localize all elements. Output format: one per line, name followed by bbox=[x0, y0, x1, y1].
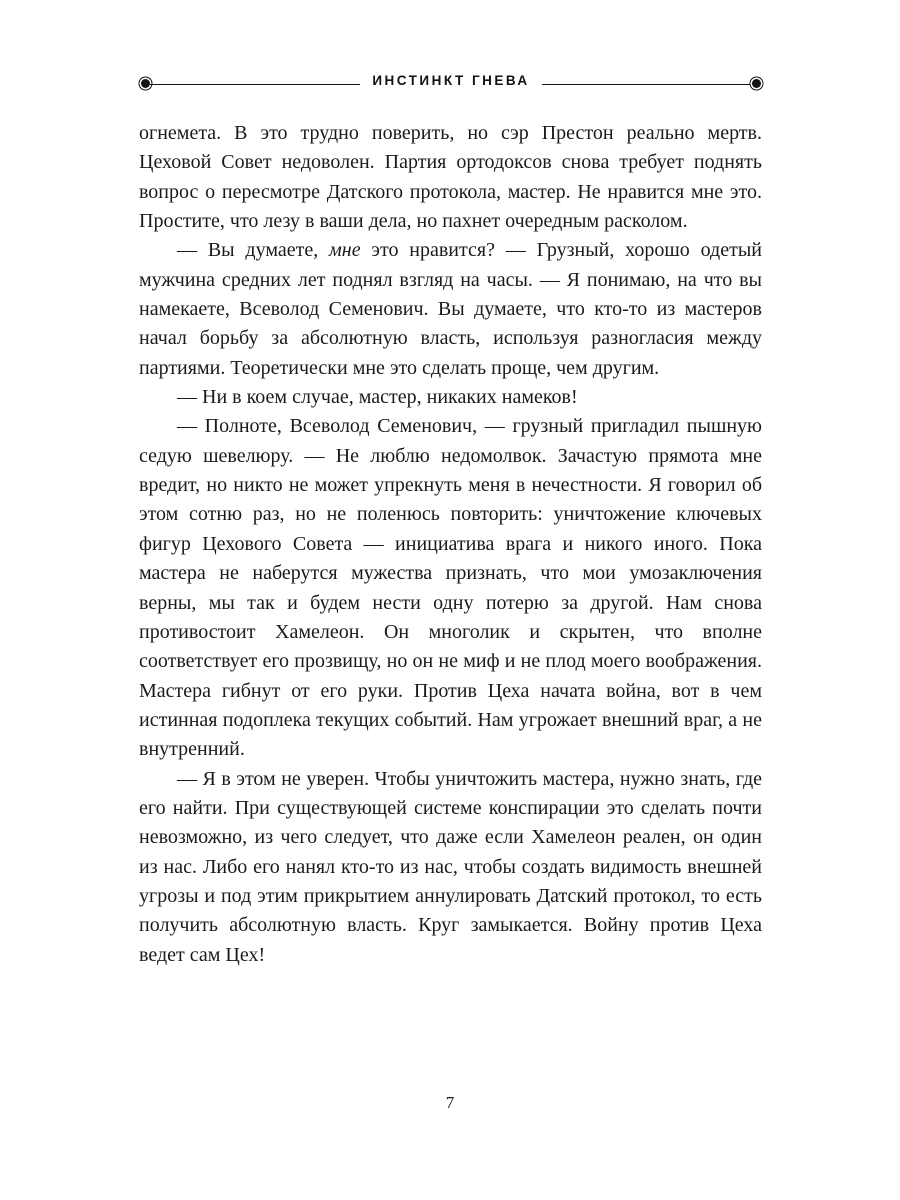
text-segment: — Ни в коем случае, мастер, никаких намеков! bbox=[177, 386, 578, 409]
header-rule-right bbox=[542, 84, 752, 85]
page-number: 7 bbox=[445, 1093, 455, 1112]
page-text bbox=[139, 119, 762, 970]
text-segment: это нравится? — Грузный, хорошо одетый мужчина средних лет поднял взгляд на часы. — Я понимаю, на что вы намекаете, Всеволод Семенович. Вы думаете, что кто-то из мастеров начал борьбу за абсолютную власть, используя разногласия между партиями. Теоретически мне это сделать проще, чем другим. bbox=[139, 239, 762, 379]
running-head bbox=[141, 74, 761, 89]
ornament-dot-right-icon bbox=[752, 79, 761, 88]
text-segment: — Я в этом не уверен. Чтобы уничтожить мастера, нужно знать, где его найти. При существующей системе конспирации это сделать почти невозможно, из чего следует, что даже если Хамелеон реален, он один из нас. Либо его нанял кто-то из нас, чтобы создать видимость внешней угрозы и под этим прикрытием аннулировать Датский протокол, то есть получить абсолютную власть. Круг замыкается. Войну против Цеха ведет сам Цех! bbox=[139, 767, 762, 966]
paragraph bbox=[139, 765, 762, 970]
header-rule-left bbox=[150, 84, 360, 85]
text-segment: — Вы думаете, bbox=[177, 239, 330, 262]
paragraph bbox=[139, 383, 762, 412]
book-title: ИНСТИНКТ ГНЕВА bbox=[372, 73, 530, 88]
paragraph bbox=[139, 412, 762, 764]
paragraph bbox=[139, 236, 762, 383]
text-segment: — Полноте, Всеволод Семенович, — грузный пригладил пышную седую шевелюру. — Не люблю недомолвок. Зачастую прямота мне вредит, но никто не может упрекнуть меня в нечестности. Я говорил об этом сотню раз, но не поленюсь повторить: уничтожение ключевых фигур Цехового Совета — инициатива врага и никого иного. Пока мастера не наберутся мужества признать, что мои умозаключения верны, мы так и будем нести одну потерю за другой. Нам снова противостоит Хамелеон. Он многолик и скрытен, что вполне соответствует его прозвищу, но он не миф и не плод моего воображения. Мастера гибнут от его руки. Против Цеха начата война, вот в чем истинная подоплека текущих событий. Нам угрожает внешний враг, а не внутренний. bbox=[139, 415, 762, 761]
text-segment: огнемета. В это трудно поверить, но сэр Престон реально мертв. Цеховой Совет недоволен. Партия ортодоксов снова требует поднять вопрос о пересмотре Датского протокола, мастер. Не нравится мне это. Простите, что лезу в ваши дела, но пахнет очередным расколом. bbox=[139, 122, 762, 233]
ornament-dot-left-icon bbox=[141, 79, 150, 88]
emphasized-text: мне bbox=[329, 239, 361, 262]
paragraph bbox=[139, 119, 762, 236]
